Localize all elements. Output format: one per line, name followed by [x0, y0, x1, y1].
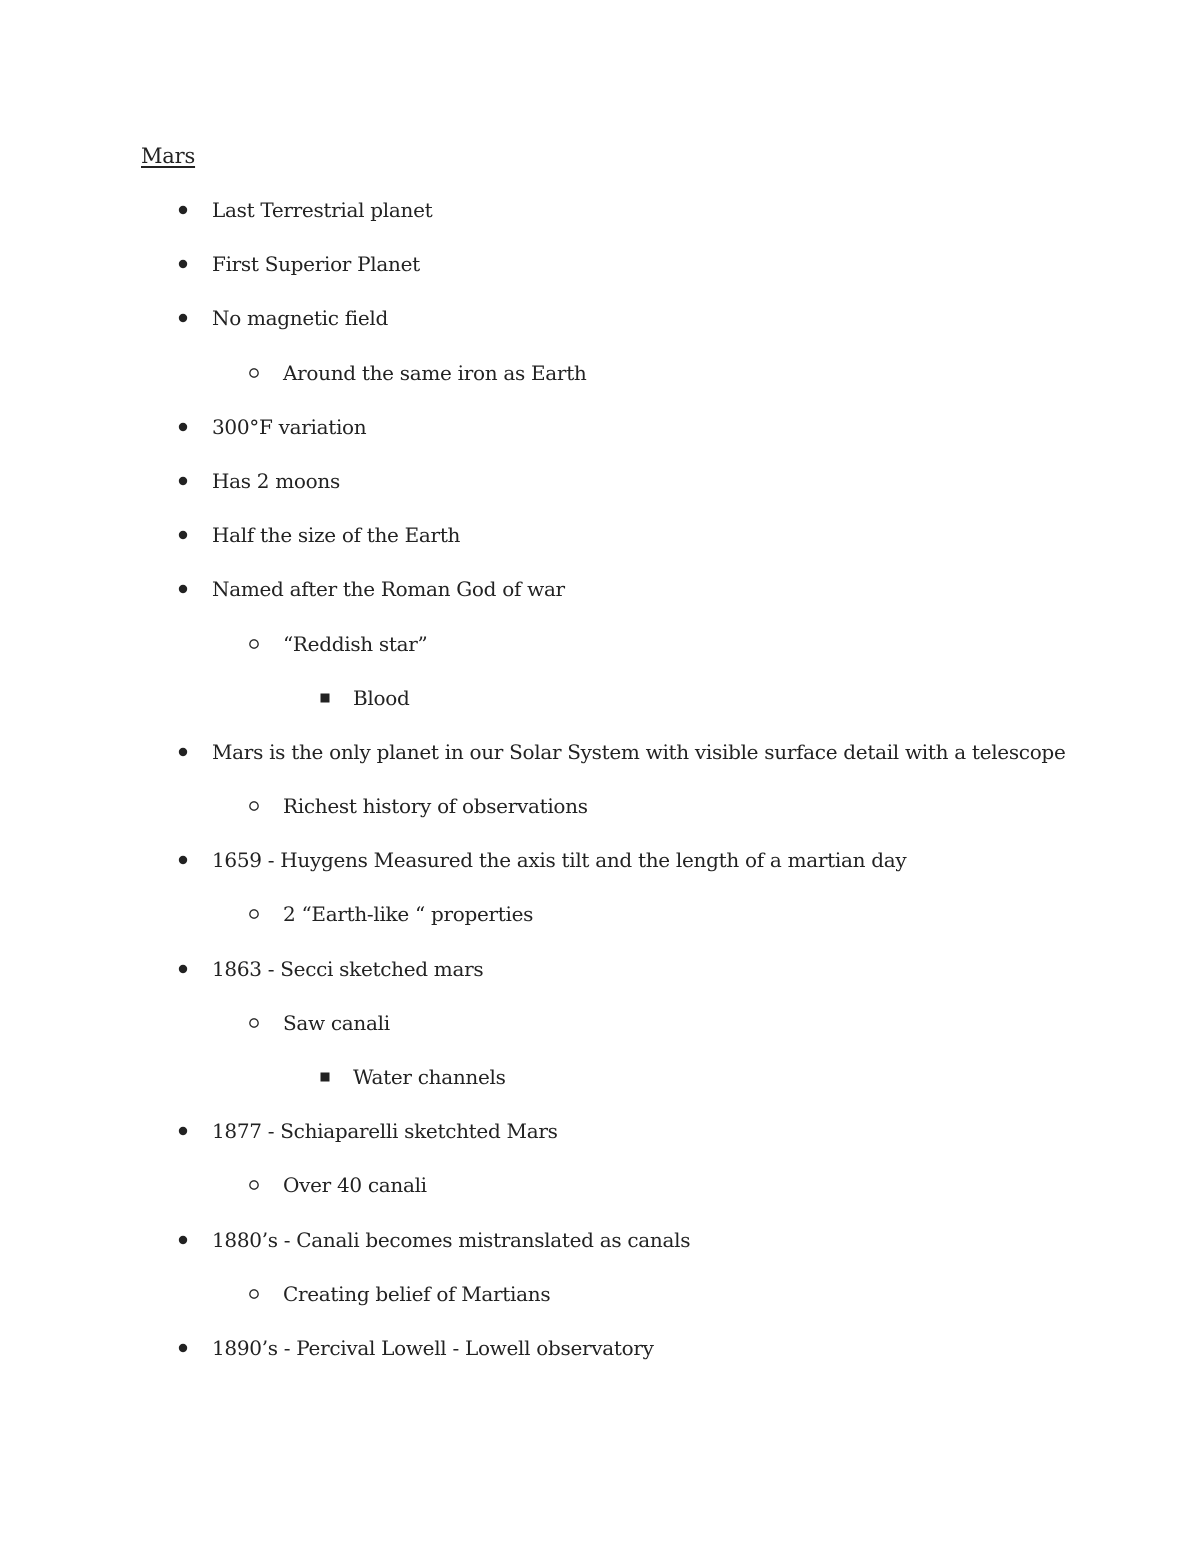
- list-item-text: Over 40 canali: [283, 1173, 427, 1198]
- list-item: [0, 954, 1200, 1008]
- list-item: [0, 737, 1200, 791]
- filled-circle-bullet-icon: [177, 1333, 189, 1363]
- hollow-circle-bullet-icon: [248, 358, 260, 388]
- list-item: [0, 845, 1200, 899]
- list-item-text: Around the same iron as Earth: [283, 360, 587, 385]
- filled-circle-bullet-icon: [177, 249, 189, 279]
- list-item-text: Water channels: [353, 1065, 506, 1089]
- list-item: [0, 303, 1200, 357]
- page-title: Mars: [141, 144, 196, 168]
- list-item-text: Has 2 moons: [212, 468, 340, 493]
- bullet-list: [0, 195, 1200, 1387]
- square-bullet-icon: [319, 683, 331, 713]
- filled-circle-bullet-icon: [177, 1225, 189, 1255]
- list-item-text: 1863 - Secci sketched mars: [212, 956, 484, 981]
- list-item: [0, 1008, 1200, 1062]
- filled-circle-bullet-icon: [177, 574, 189, 604]
- list-item-text: Last Terrestrial planet: [212, 198, 433, 222]
- hollow-circle-bullet-icon: [248, 1279, 260, 1309]
- list-item-text: Mars is the only planet in our Solar System with visible surface detail with a telescope: [212, 739, 1066, 764]
- list-item-text: “Reddish star”: [283, 631, 428, 656]
- list-item-text: Named after the Roman God of war: [212, 577, 565, 602]
- list-item: [0, 1225, 1200, 1279]
- filled-circle-bullet-icon: [177, 195, 189, 225]
- list-item: [0, 629, 1200, 683]
- list-item: [0, 683, 1200, 737]
- list-item-text: 300°F variation: [212, 414, 367, 439]
- hollow-circle-bullet-icon: [248, 1170, 260, 1200]
- list-item-text: 1659 - Huygens Measured the axis tilt and the length of a martian day: [212, 848, 907, 873]
- filled-circle-bullet-icon: [177, 412, 189, 442]
- list-item: [0, 195, 1200, 249]
- list-item: [0, 1062, 1200, 1116]
- filled-circle-bullet-icon: [177, 466, 189, 496]
- list-item-text: Creating belief of Martians: [283, 1281, 551, 1306]
- list-item: [0, 466, 1200, 520]
- list-item: [0, 249, 1200, 303]
- list-item-text: 1880’s - Canali becomes mistranslated as canals: [212, 1227, 691, 1252]
- list-item: [0, 791, 1200, 845]
- filled-circle-bullet-icon: [177, 303, 189, 333]
- list-item: [0, 899, 1200, 953]
- list-item: [0, 358, 1200, 412]
- list-item: [0, 412, 1200, 466]
- list-item-text: 2 “Earth-like “ properties: [283, 902, 534, 927]
- list-item-text: No magnetic field: [212, 306, 389, 331]
- list-item-text: Saw canali: [283, 1010, 390, 1035]
- list-item-text: Half the size of the Earth: [212, 523, 461, 548]
- list-item: [0, 1170, 1200, 1224]
- list-item-text: 1890’s - Percival Lowell - Lowell observatory: [212, 1335, 654, 1360]
- list-item: [0, 520, 1200, 574]
- filled-circle-bullet-icon: [177, 520, 189, 550]
- list-item: [0, 574, 1200, 628]
- hollow-circle-bullet-icon: [248, 791, 260, 821]
- filled-circle-bullet-icon: [177, 845, 189, 875]
- list-item-text: Blood: [353, 685, 410, 710]
- filled-circle-bullet-icon: [177, 954, 189, 984]
- hollow-circle-bullet-icon: [248, 899, 260, 929]
- hollow-circle-bullet-icon: [248, 1008, 260, 1038]
- list-item-text: First Superior Planet: [212, 252, 420, 277]
- hollow-circle-bullet-icon: [248, 629, 260, 659]
- list-item: [0, 1279, 1200, 1333]
- filled-circle-bullet-icon: [177, 737, 189, 767]
- list-item-text: Richest history of observations: [283, 794, 588, 819]
- list-item: [0, 1116, 1200, 1170]
- list-item-text: 1877 - Schiaparelli sketchted Mars: [212, 1119, 558, 1144]
- square-bullet-icon: [319, 1062, 331, 1092]
- filled-circle-bullet-icon: [177, 1116, 189, 1146]
- list-item: [0, 1333, 1200, 1387]
